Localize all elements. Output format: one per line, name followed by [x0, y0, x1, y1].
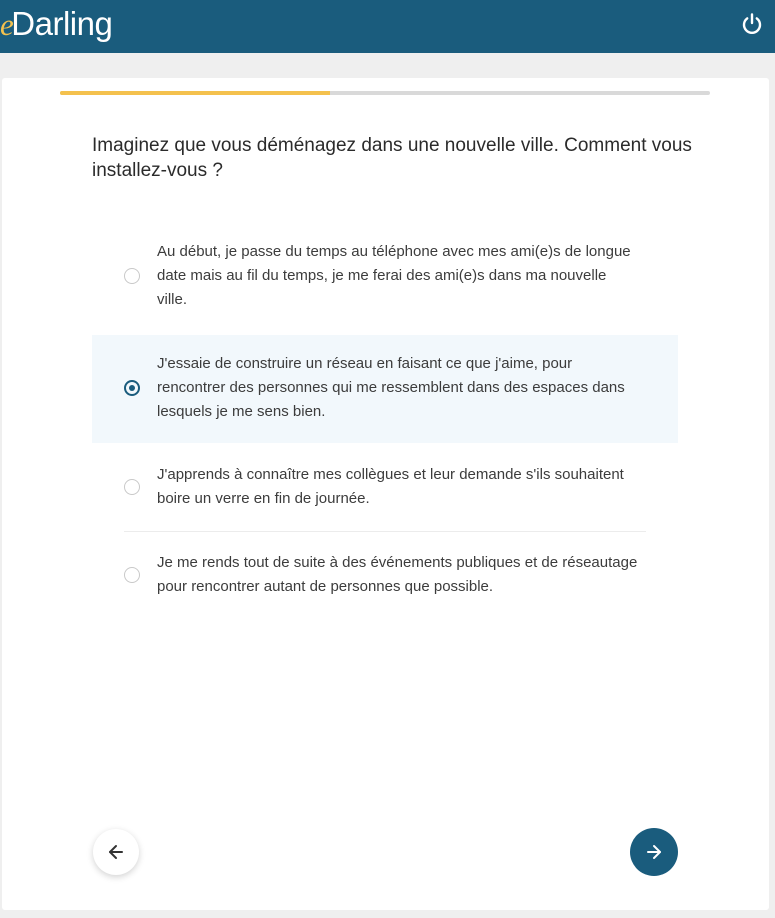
arrow-right-icon: [644, 842, 664, 862]
question-text: Imaginez que vous déménagez dans une nouvelle ville. Comment vous installez-vous ?: [92, 135, 692, 181]
arrow-left-icon: [106, 842, 126, 862]
top-bar: [0, 0, 775, 53]
answer-options: [92, 228, 678, 611]
logo-accent: e: [0, 7, 14, 42]
next-button[interactable]: [630, 828, 678, 876]
answer-label: J'apprends à connaître mes collègues et leur demande s'ils souhaitent boire un verre en fin de journée.: [157, 466, 624, 507]
answer-label: Je me rends tout de suite à des événements publiques et de réseautage pour rencontrer autant de personnes que possible.: [157, 554, 638, 595]
radio-button-selected[interactable]: [124, 380, 140, 396]
question-card: [2, 78, 769, 910]
answer-option-3[interactable]: [92, 443, 678, 531]
progress-bar: [60, 91, 710, 95]
radio-button[interactable]: [124, 479, 140, 495]
answer-option-1[interactable]: [92, 228, 678, 324]
logout-button[interactable]: [739, 11, 765, 37]
answer-option-2[interactable]: [92, 335, 678, 443]
logo-text: Darling: [11, 5, 113, 42]
edarling-logo[interactable]: [0, 4, 112, 44]
progress-bar-fill: [60, 91, 330, 95]
answer-label: J'essaie de construire un réseau en faisant ce que j'aime, pour rencontrer des personnes qui me ressemblent dans des espaces dans lesquels je me sens bien.: [157, 355, 625, 420]
answer-label: Au début, je passe du temps au téléphone avec mes ami(e)s de longue date mais au fil du temps, je me ferai des ami(e)s dans ma nouvelle ville.: [157, 243, 631, 308]
radio-button[interactable]: [124, 567, 140, 583]
answer-option-4[interactable]: [92, 532, 678, 611]
power-icon: [739, 11, 765, 37]
radio-button[interactable]: [124, 268, 140, 284]
back-button[interactable]: [93, 829, 139, 875]
